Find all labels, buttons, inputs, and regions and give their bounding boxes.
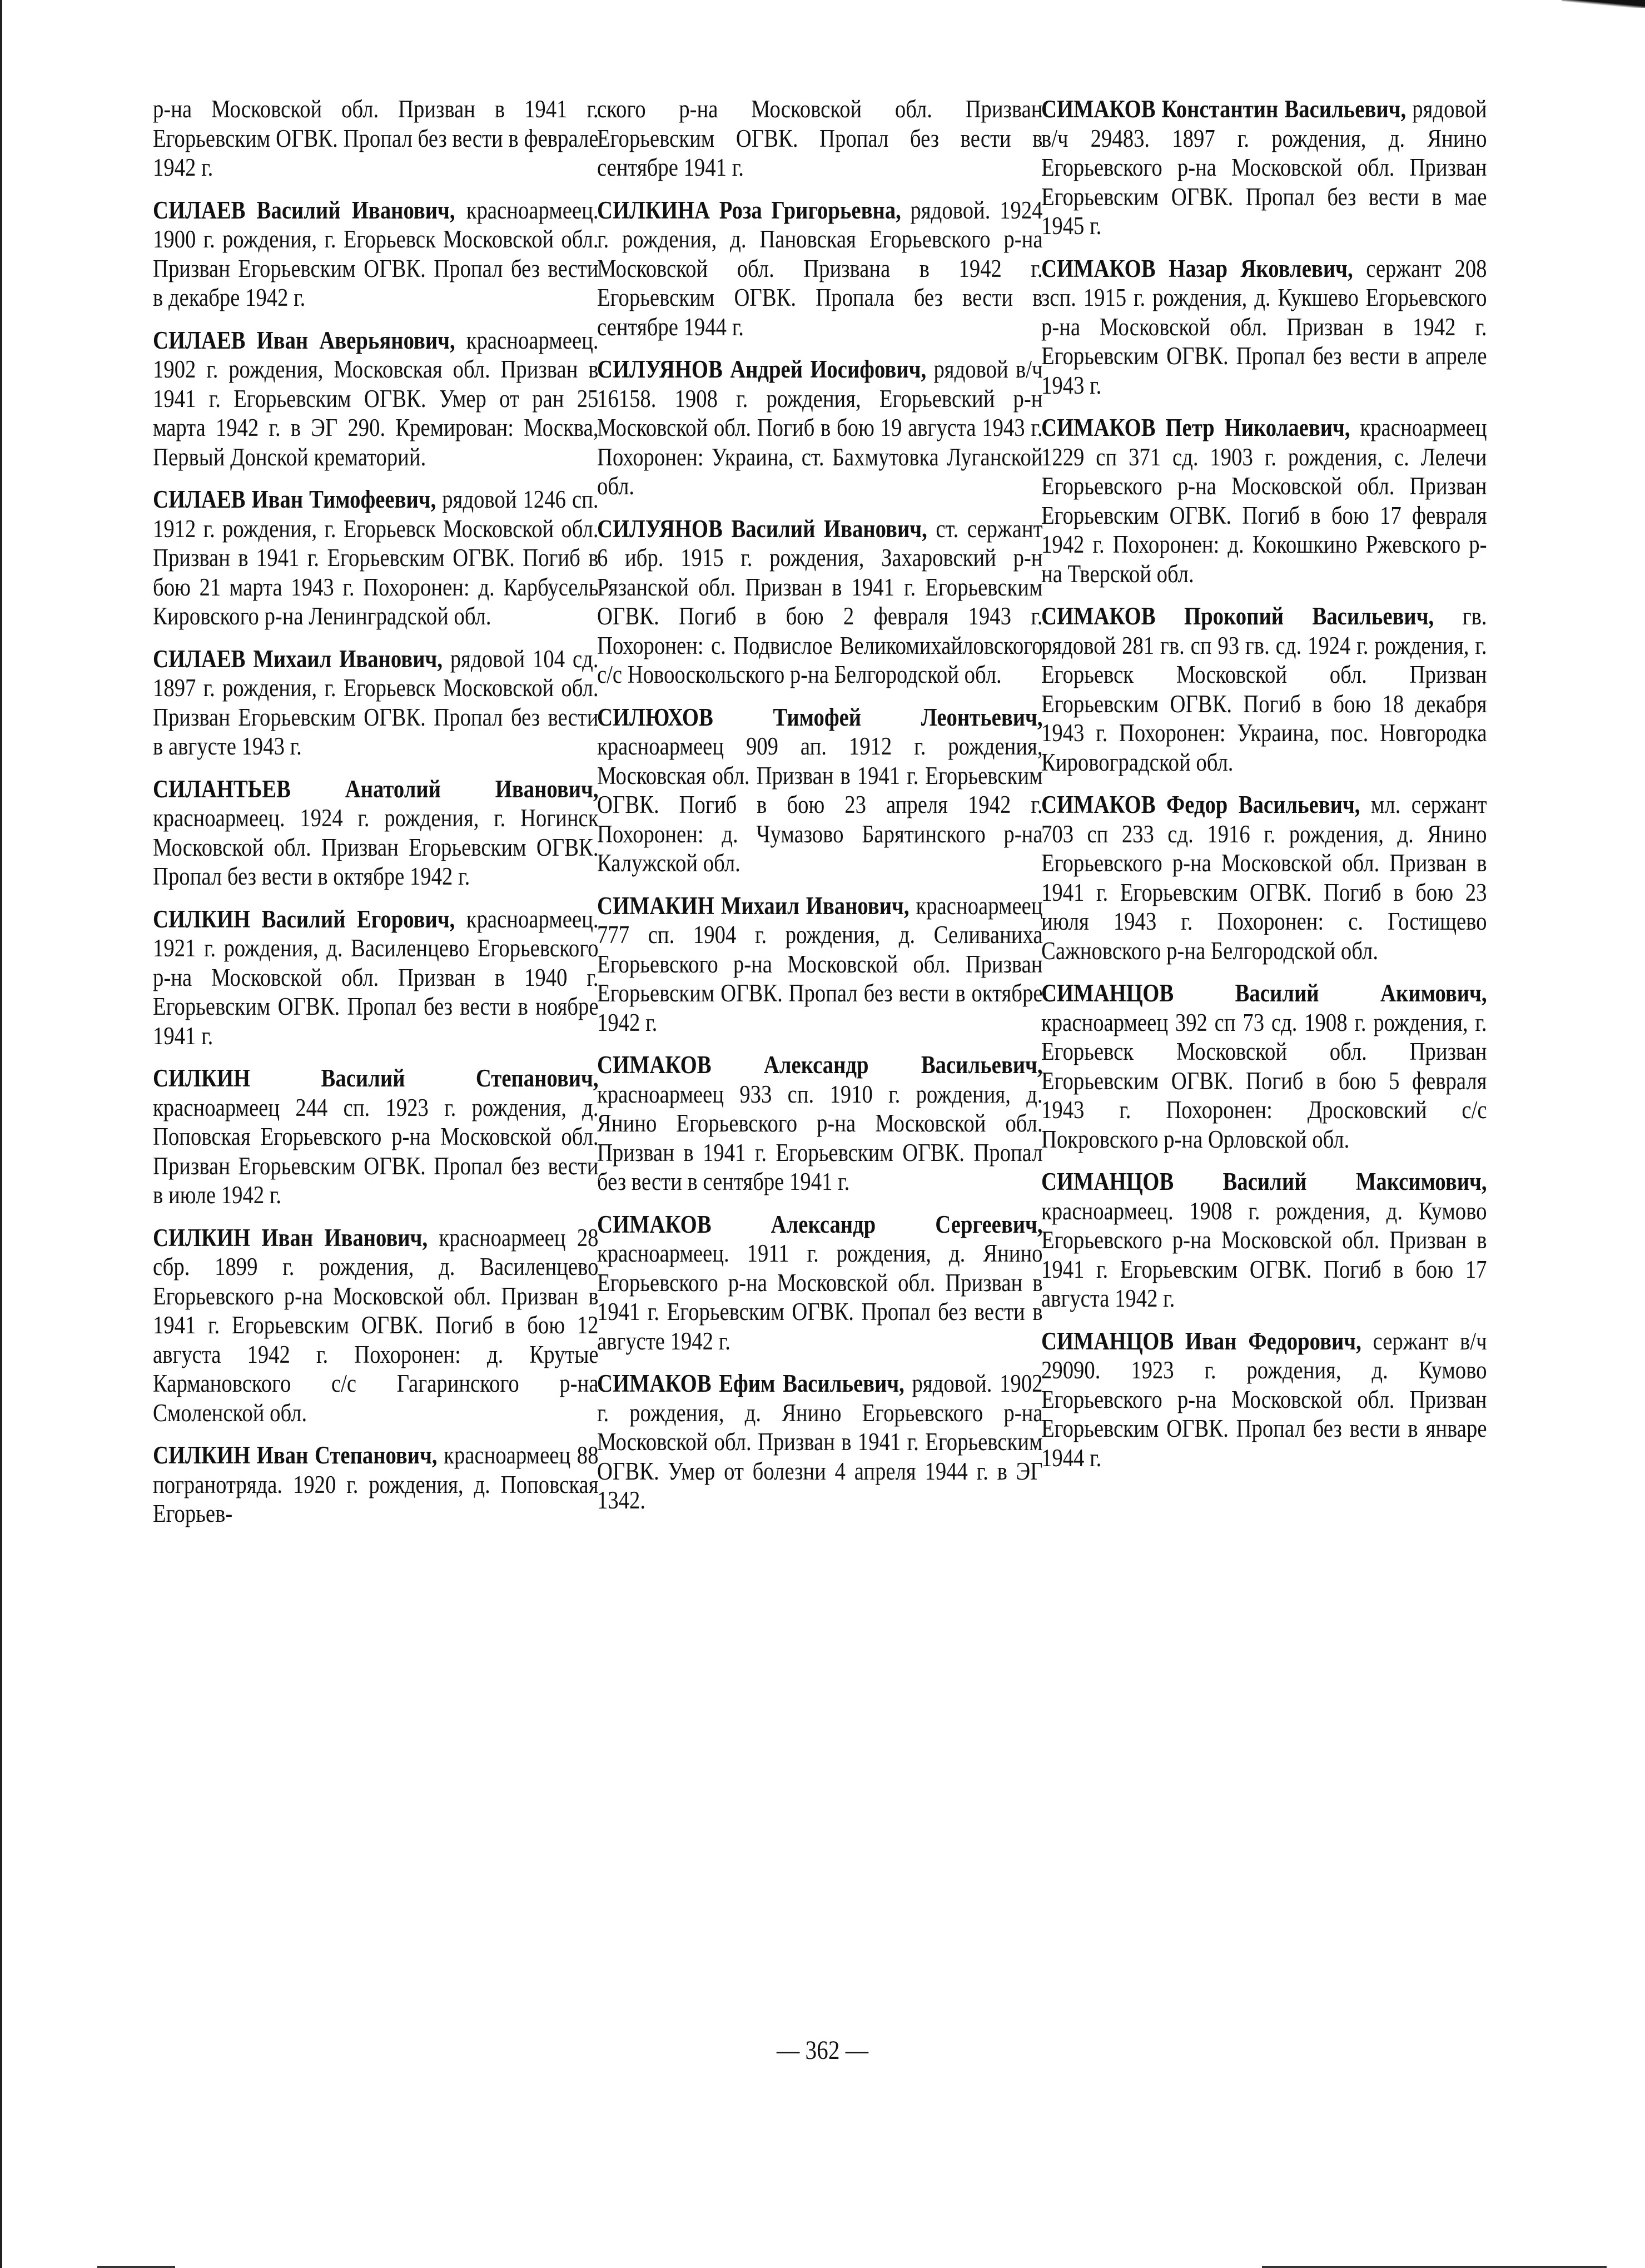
entry-given-name: Михаил Иванович, — [720, 891, 910, 920]
entry — [153, 775, 599, 891]
entry-given-name: Петр Николаевич, — [1165, 414, 1350, 441]
entry — [153, 485, 599, 631]
entry-surname: СИЛАНТЬЕВ — [153, 775, 291, 803]
entry — [1041, 602, 1487, 777]
entry — [153, 1441, 599, 1528]
entry — [597, 1369, 1043, 1515]
entry-text: красноармеец 88 погранотряда. 1920 г. рождения, д. Поповская Егорьев- — [153, 1441, 599, 1527]
entry-given-name: Михаил Иванович, — [253, 644, 443, 673]
entry-given-name: Роза Григорьевна, — [719, 196, 901, 224]
entry-surname: СИМАКОВ — [1041, 95, 1156, 123]
entry — [1041, 413, 1487, 588]
entry-given-name: Константин Васильевич, — [1161, 95, 1407, 123]
entry — [1041, 254, 1487, 400]
column-right — [1041, 95, 1487, 1542]
entry-text: сержант в/ч 29090. 1923 г. рождения, д. Кумово Егорьевского р-на Московской обл. Призван Егорьевским ОГВК. Пропал без вести в январе 1944 г. — [1041, 1327, 1487, 1472]
entry-surname: СИМАНЦОВ — [1041, 979, 1174, 1007]
entry-surname: СИЛКИН — [153, 1223, 251, 1252]
entry-text: красноармеец. 1921 г. рождения, д. Василенцево Егорьевского р-на Московской обл. Призван в 1940 г. Егорьевским ОГВК. Пропал без вести в ноябре 1941 г. — [153, 905, 599, 1050]
entry — [597, 703, 1043, 878]
entry — [153, 644, 599, 761]
entry — [153, 196, 599, 312]
entry-surname: СИЛУЯНОВ — [597, 355, 723, 383]
entry-surname: СИЛКИН — [153, 1064, 251, 1092]
entry-surname: СИМАКОВ — [597, 1210, 712, 1238]
entry-text: мл. сержант 703 сп 233 сд. 1916 г. рождения, д. Янино Егорьевского р-на Московской обл. Призван в 1941 г. Егорьевским ОГВК. Погиб в бою 23 июля 1943 г. Похоронен: с. Гостищево Сажновского р-на Белгородской обл. — [1041, 791, 1487, 965]
entry-text: красноармеец 909 ап. 1912 г. рождения, Московская обл. Призван в 1941 г. Егорьевским ОГВК. Погиб в бою 23 апреля 1942 г. Похоронен: д. Чумазово Барятинского р-на Калужской обл. — [597, 732, 1043, 877]
entry — [153, 1064, 599, 1210]
entry-text: красноармеец. 1900 г. рождения, г. Егорьевск Московской обл. Призван Егорьевским ОГВК. Пропал без вести в декабре 1942 г. — [153, 196, 599, 311]
entry-given-name: Ефим Васильевич, — [719, 1369, 904, 1397]
entry-given-name: Иван Федорович, — [1185, 1327, 1361, 1355]
entry-surname: СИЛКИН — [153, 1441, 251, 1469]
page-number: — 362 — — [776, 2036, 869, 2065]
entry-text: рядовой. 1902 г. рождения, д. Янино Егорьевского р-на Московской обл. Призван в 1941 г. Егорьевским ОГВК. Умер от болезни 4 апреля 1944 г. в ЭГ 1342. — [597, 1369, 1043, 1514]
entry — [1041, 979, 1487, 1154]
entry-surname: СИЛЮХОВ — [597, 703, 713, 731]
entry — [1041, 790, 1487, 965]
entry-surname: СИМАНЦОВ — [1041, 1168, 1174, 1195]
entry-text: красноармеец 1229 сп 371 сд. 1903 г. рождения, с. Лелечи Егорьевского р-на Московской обл. Призван Егорьевским ОГВК. Погиб в бою 17 февраля 1942 г. Похоронен: д. Кокошкино Ржевского р-на Тверской обл. — [1041, 414, 1487, 588]
entry-given-name: Тимофей Леонтьевич, — [773, 703, 1043, 731]
entry-surname: СИМАКОВ — [597, 1369, 712, 1397]
entry-surname: СИМАКОВ — [1041, 791, 1156, 818]
entry-text: красноармеец 392 сп 73 сд. 1908 г. рождения, г. Егорьевск Московской обл. Призван Егорьевским ОГВК. Погиб в бою 5 февраля 1943 г. Похоронен: Дросковский с/с Покровского р-на Орловской обл. — [1041, 1008, 1487, 1153]
entry-given-name: Василий Иванович, — [256, 196, 455, 224]
entry-text: красноармеец. 1902 г. рождения, Московская обл. Призван в 1941 г. Егорьевским ОГВК. Умер от ран 25 марта 1942 г. в ЭГ 290. Кремирован: Москва, Первый Донской крематорий. — [153, 326, 599, 471]
entry-continuation — [597, 95, 1043, 182]
entry-text: рядовой в/ч 16158. 1908 г. рождения, Егорьевский р-н Московской обл. Погиб в бою 19 августа 1943 г. Похоронен: Украина, ст. Бахмутовка Луганской обл. — [597, 355, 1043, 500]
entry-given-name: Анатолий Иванович, — [345, 775, 599, 803]
entry-surname: СИЛАЕВ — [153, 326, 246, 354]
entry — [153, 1223, 599, 1428]
entry-given-name: Андрей Иосифович, — [730, 355, 927, 383]
entry-text: гв. рядовой 281 гв. сп 93 гв. сд. 1924 г. рождения, г. Егорьевск Московской обл. Призван Егорьевским ОГВК. Погиб в бою 18 декабря 1943 г. Похоронен: Украина, пос. Новгородка Кировоградской обл. — [1041, 602, 1487, 776]
entry-given-name: Василий Степанович, — [321, 1064, 599, 1092]
entry — [597, 355, 1043, 501]
entry-given-name: Александр Васильевич, — [763, 1051, 1043, 1079]
entry-given-name: Иван Аверьянович, — [256, 326, 455, 354]
entry-surname: СИЛКИНА — [597, 196, 710, 224]
entry-text: рядовой 104 сд. 1897 г. рождения, г. Егорьевск Московской обл. Призван Егорьевским ОГВК. Пропал без вести в августе 1943 г. — [153, 644, 599, 760]
entry-continuation — [153, 95, 599, 182]
entry-text: сержант 208 зсп. 1915 г. рождения, д. Кукшево Егорьевского р-на Московской обл. Призван в 1942 г. Егорьевским ОГВК. Пропал без вести в апреле 1943 г. — [1041, 254, 1487, 399]
entry-text: красноармеец 933 сп. 1910 г. рождения, д. Янино Егорьевского р-на Московской обл. Призван в 1941 г. Егорьевским ОГВК. Пропал без вести в сентябре 1941 г. — [597, 1080, 1043, 1195]
entry-given-name: Назар Яковлевич, — [1169, 254, 1353, 282]
entry — [1041, 1327, 1487, 1473]
entry-text: рядовой 1246 сп. 1912 г. рождения, г. Егорьевск Московской обл. Призван в 1941 г. Егорьевским ОГВК. Погиб в бою 21 марта 1943 г. Похоронен: д. Карбусель Кировского р-на Ленинградской обл. — [153, 485, 599, 630]
entry-text: красноармеец 244 сп. 1923 г. рождения, д. Поповская Егорьевского р-на Московской обл. Призван Егорьевским ОГВК. Пропал без вести в июле 1942 г. — [153, 1093, 599, 1209]
entry-surname: СИЛУЯНОВ — [597, 514, 723, 543]
entry-surname: СИЛАЕВ — [153, 485, 246, 513]
entry-text: рядовой в/ч 29483. 1897 г. рождения, д. Янино Егорьевского р-на Московской обл. Призван Егорьевским ОГВК. Пропал без вести в мае 1945 г. — [1041, 95, 1487, 240]
entry-given-name: Прокопий Васильевич, — [1184, 602, 1434, 630]
entry-given-name: Василий Егорович, — [261, 905, 455, 933]
entry — [597, 1210, 1043, 1356]
entry — [153, 905, 599, 1051]
entry-text: красноармеец 777 сп. 1904 г. рождения, д. Селиваниха Егорьевского р-на Московской обл. Призван Егорьевским ОГВК. Пропал без вести в октябре 1942 г. — [597, 891, 1043, 1036]
scan-artifact-bottom-left — [97, 2266, 175, 2268]
scan-artifact-bottom-right — [1262, 2266, 1607, 2268]
entry-surname: СИМАКИН — [597, 891, 714, 920]
entry-text: рядовой. 1924 г. рождения, д. Пановская Егорьевского р-на Московской обл. Призвана в 1942 г. Егорьевским ОГВК. Пропала без вести в сентябре 1944 г. — [597, 196, 1043, 341]
entry — [597, 1050, 1043, 1197]
entry — [597, 891, 1043, 1038]
entry-surname: СИЛКИН — [153, 905, 251, 933]
entry — [1041, 1167, 1487, 1313]
entry-text: красноармеец. 1911 г. рождения, д. Янино Егорьевского р-на Московской обл. Призван в 1941 г. Егорьевским ОГВК. Пропал без вести в августе 1942 г. — [597, 1239, 1043, 1355]
entry-text: р-на Московской обл. Призван в 1941 г. Егорьевским ОГВК. Пропал без вести в феврале 1942 г. — [153, 95, 599, 181]
entry — [597, 196, 1043, 342]
column-left — [153, 95, 599, 1542]
entry-given-name: Иван Иванович, — [261, 1223, 428, 1252]
entry-given-name: Василий Акимович, — [1235, 979, 1487, 1007]
entry-text: красноармеец. 1908 г. рождения, д. Кумово Егорьевского р-на Московской обл. Призван в 1941 г. Егорьевским ОГВК. Погиб в бою 17 августа 1942 г. — [1041, 1197, 1487, 1312]
entry-surname: СИМАКОВ — [1041, 602, 1156, 630]
entry-given-name: Василий Иванович, — [731, 514, 927, 543]
entry-given-name: Василий Максимович, — [1222, 1168, 1487, 1195]
entry-text: ского р-на Московской обл. Призван Егорьевским ОГВК. Пропал без вести в сентябре 1941 г. — [597, 95, 1043, 181]
entry-given-name: Иван Тимофеевич, — [251, 485, 436, 513]
entry — [1041, 95, 1487, 241]
entry — [153, 326, 599, 472]
text-columns — [153, 95, 1559, 1542]
entry-surname: СИМАНЦОВ — [1041, 1327, 1174, 1355]
entry-given-name: Александр Сергеевич, — [771, 1210, 1043, 1238]
entry-surname: СИМАКОВ — [597, 1051, 712, 1079]
entry-surname: СИМАКОВ — [1041, 414, 1156, 441]
entry-given-name: Иван Степанович, — [256, 1441, 438, 1469]
entry-given-name: Федор Васильевич, — [1166, 791, 1360, 818]
entry-surname: СИЛАЕВ — [153, 644, 246, 673]
entry — [597, 514, 1043, 689]
entry-text: красноармеец 28 сбр. 1899 г. рождения, д. Василенцево Егорьевского р-на Московской обл. Призван в 1941 г. Егорьевским ОГВК. Погиб в бою 12 августа 1942 г. Похоронен: д. Крутые Кармановского с/с Гагаринского р-на Смоленской обл. — [153, 1223, 599, 1427]
entry-text: красноармеец. 1924 г. рождения, г. Ногинск Московской обл. Призван Егорьевским ОГВК. Пропал без вести в октябре 1942 г. — [153, 804, 599, 890]
scan-edge-left — [0, 0, 2, 2268]
entry-surname: СИМАКОВ — [1041, 254, 1156, 282]
scan-corner-artifact — [1562, 0, 1645, 8]
entry-text: ст. сержант 6 ибр. 1915 г. рождения, Захаровский р-н Рязанской обл. Призван в 1941 г. Егорьевским ОГВК. Погиб в бою 2 февраля 1943 г. Похоронен: с. Подвислое Великомихайловского с/с Новооскольского р-на Белгородской обл. — [597, 514, 1043, 688]
column-middle — [597, 95, 1043, 1542]
entry-surname: СИЛАЕВ — [153, 196, 246, 224]
